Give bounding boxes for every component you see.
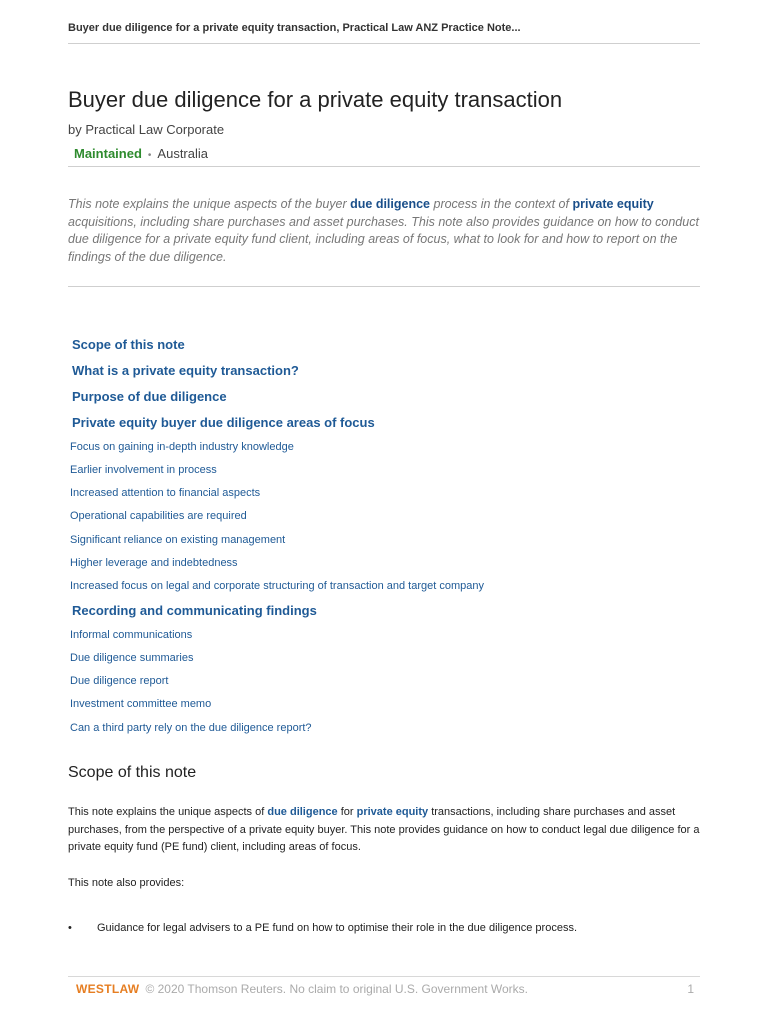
westlaw-logo: WESTLAW (76, 982, 140, 996)
toc-item-leverage[interactable]: Higher leverage and indebtedness (70, 557, 238, 569)
bullet-symbol: • (68, 922, 72, 934)
toc-scope[interactable]: Scope of this note (72, 337, 185, 352)
toc-item-summaries[interactable]: Due diligence summaries (70, 652, 194, 664)
status-line (74, 146, 208, 161)
document-title: Buyer due diligence for a private equity transaction (68, 87, 563, 112)
paragraph-text: for (337, 806, 357, 818)
toc-item-third-party[interactable]: Can a third party rely on the due diligence report? (70, 722, 312, 734)
toc-item-report[interactable]: Due diligence report (70, 675, 169, 687)
abstract-text: acquisitions, including share purchases and asset purchases. This note also provides guidance on how to conduct due diligence for a private equity fund client, including areas of focus, what to look for and how to report on the findings of the due diligence. (68, 214, 699, 264)
section-title-scope: Scope of this note (68, 764, 197, 781)
status-separator: • (147, 150, 152, 161)
toc-item-earlier-involvement[interactable]: Earlier involvement in process (70, 464, 217, 476)
paragraph-also-provides: This note also provides: (68, 877, 185, 889)
abstract-text: This note explains the unique aspects of the buyer (68, 197, 351, 211)
page-header: Buyer due diligence for a private equity transaction, Practical Law ANZ Practice Note... (68, 22, 521, 34)
toc-item-industry-knowledge[interactable]: Focus on gaining in-depth industry knowledge (70, 441, 294, 453)
toc-areas-of-focus[interactable]: Private equity buyer due diligence areas of focus (72, 415, 375, 430)
copyright-notice: © 2020 Thomson Reuters. No claim to original U.S. Government Works. (145, 982, 528, 996)
title-divider (68, 166, 700, 167)
footer (76, 982, 694, 996)
bullet-text: Guidance for legal advisers to a PE fund on how to optimise their role in the due diligence process. (97, 922, 577, 934)
abstract (68, 196, 700, 266)
status-maintained: Maintained (74, 146, 142, 161)
page-number: 1 (687, 982, 694, 996)
paragraph-text: This note explains the unique aspects of (68, 806, 268, 818)
toc-item-informal[interactable]: Informal communications (70, 629, 193, 641)
toc-item-financial-aspects[interactable]: Increased attention to financial aspects (70, 487, 261, 499)
abstract-text: process in the context of (430, 197, 573, 211)
link-due-diligence[interactable]: due diligence (267, 806, 338, 818)
toc-what-is-pe[interactable]: What is a private equity transaction? (72, 363, 299, 378)
byline: by Practical Law Corporate (68, 122, 225, 137)
abstract-divider (68, 286, 700, 287)
paragraph-scope (68, 804, 700, 857)
jurisdiction: Australia (157, 146, 208, 161)
link-private-equity[interactable]: private equity (572, 197, 654, 211)
header-divider (68, 43, 700, 44)
toc-item-operational[interactable]: Operational capabilities are required (70, 510, 247, 522)
footer-divider (68, 976, 700, 977)
link-private-equity[interactable]: private equity (356, 806, 429, 818)
toc-item-management[interactable]: Significant reliance on existing management (70, 534, 286, 546)
link-due-diligence[interactable]: due diligence (350, 197, 431, 211)
toc-purpose[interactable]: Purpose of due diligence (72, 389, 227, 404)
paragraph-text: transactions, including share purchases and asset purchases, from the perspective of a private equity buyer. This note provides guidance on how to conduct legal due diligence for a private equity fund (PE fund) client, including areas of focus. (68, 806, 700, 853)
toc-recording-findings[interactable]: Recording and communicating findings (72, 603, 317, 618)
toc-item-structuring[interactable]: Increased focus on legal and corporate structuring of transaction and target company (70, 580, 484, 592)
toc-item-memo[interactable]: Investment committee memo (70, 698, 212, 710)
